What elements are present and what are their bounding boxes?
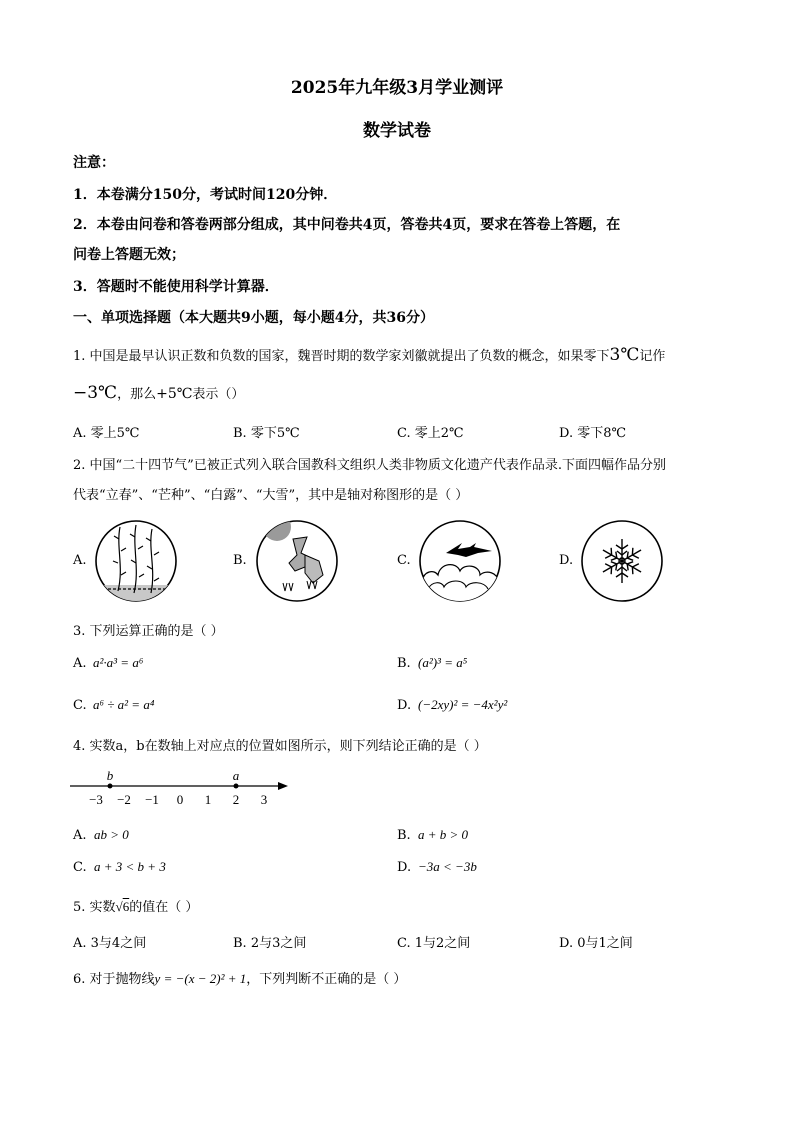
option-a-label: A. [73, 656, 87, 671]
option-c-label: C. [73, 860, 87, 875]
q1-text: 记作 [639, 349, 666, 364]
option-d-label: D. [559, 553, 574, 568]
q6-text: ，下列判断不正确的是（ ） [246, 972, 407, 987]
axis-tick-label: −2 [117, 792, 131, 807]
option-a-label: A. [73, 828, 87, 843]
notice-item: 1．本卷满分150分，考试时间120分钟． [73, 187, 338, 203]
number-line [66, 764, 296, 810]
option-d-expr: (−2xy)² = −4x²y² [418, 697, 508, 712]
daxue-figure [580, 519, 664, 603]
option-a: A. 3与4之间 [73, 936, 147, 951]
option-b-label: B. [397, 828, 411, 843]
option-b-label: B. [397, 656, 411, 671]
section-heading: 一、单项选择题（本大题共9小题，每小题4分，共36分） [73, 310, 434, 326]
axis-tick-label: −1 [145, 792, 159, 807]
mangzhong-figure [255, 519, 339, 603]
q5-text: 的值在（ ） [129, 900, 199, 915]
question-3-stem: 3. 下列运算正确的是（ ） [73, 624, 224, 639]
option-c-label: C. [397, 553, 411, 568]
option-d: D. 零下8℃ [559, 426, 627, 441]
notice-item: 3．答题时不能使用科学计算器． [73, 279, 279, 295]
option-a-label: A. [73, 553, 87, 568]
option-b: B. 零下5℃ [233, 426, 300, 441]
point-label-b: b [106, 768, 114, 783]
point-a [234, 784, 239, 789]
q1-value: −3℃ [73, 383, 118, 403]
q1-value: +5℃ [156, 386, 193, 402]
notice-item: 2．本卷由问卷和答卷两部分组成，其中问卷共4页，答卷共4页，要求在答卷上答题，在 [73, 217, 621, 233]
option-c: C. 零上2℃ [397, 426, 464, 441]
sqrt-sign: √6 [115, 899, 130, 914]
question-6-stem [73, 968, 406, 987]
option-b-label: B. [233, 553, 247, 568]
question-2-stem: 2. 中国“二十四节气”已被正式列入联合国教科文组织人类非物质文化遗产代表作品录.下面四幅作品分别 [73, 458, 666, 473]
q1-text: ，那么 [117, 387, 157, 402]
notice-heading: 注意： [73, 155, 115, 171]
option-d-label: D. [397, 860, 412, 875]
parabola-expr: y = −(x − 2)² + 1 [154, 971, 247, 986]
option-c: C. 1与2之间 [397, 936, 471, 951]
q1-value: 3℃ [609, 345, 640, 365]
point-b [108, 784, 113, 789]
question-5-stem [73, 896, 198, 915]
axis-tick-label: 0 [176, 792, 184, 807]
option-d-label: D. [397, 698, 412, 713]
q1-text: 表示（） [192, 387, 245, 402]
option-a-expr: ab > 0 [94, 827, 129, 842]
q5-text: 5. 实数 [73, 900, 116, 915]
axis-tick-label: 2 [232, 792, 240, 807]
axis-tick-label: −3 [89, 792, 103, 807]
lichun-figure [94, 519, 178, 603]
axis-tick-label: 3 [260, 792, 268, 807]
question-1-stem [73, 345, 665, 365]
option-b: B. 2与3之间 [233, 936, 307, 951]
page-subtitle: 数学试卷 [363, 121, 431, 141]
option-c-label: C. [73, 698, 87, 713]
radicand: 6 [122, 899, 130, 914]
option-d: D. 0与1之间 [559, 936, 633, 951]
option-d-expr: −3a < −3b [418, 859, 477, 874]
option-c-expr: a + 3 < b + 3 [94, 859, 166, 874]
bailu-figure [418, 519, 502, 603]
q6-text: 6. 对于抛物线 [73, 972, 155, 987]
notice-item: 问卷上答题无效； [73, 247, 185, 263]
point-label-a: a [232, 768, 240, 783]
option-a-expr: a²·a³ = a⁶ [93, 655, 144, 670]
question-1-stem-2 [73, 383, 244, 403]
question-4-stem: 4. 实数a，b在数轴上对应点的位置如图所示，则下列结论正确的是（ ） [73, 739, 487, 754]
option-a: A. 零上5℃ [73, 426, 140, 441]
axis-tick-label: 1 [204, 792, 212, 807]
option-b-expr: a + b > 0 [418, 827, 469, 842]
option-c-expr: a⁶ ÷ a² = a⁴ [93, 697, 155, 712]
q1-text: 1. 中国是最早认识正数和负数的国家，魏晋时期的数学家刘徽就提出了负数的概念，如果零下 [73, 349, 610, 364]
option-b-expr: (a²)³ = a⁵ [418, 655, 468, 670]
question-2-stem-2: 代表“立春”、“芒种”、“白露”、“大雪”，其中是轴对称图形的是（ ） [73, 488, 469, 503]
page-title: 2025年九年级3月学业测评 [290, 78, 504, 98]
